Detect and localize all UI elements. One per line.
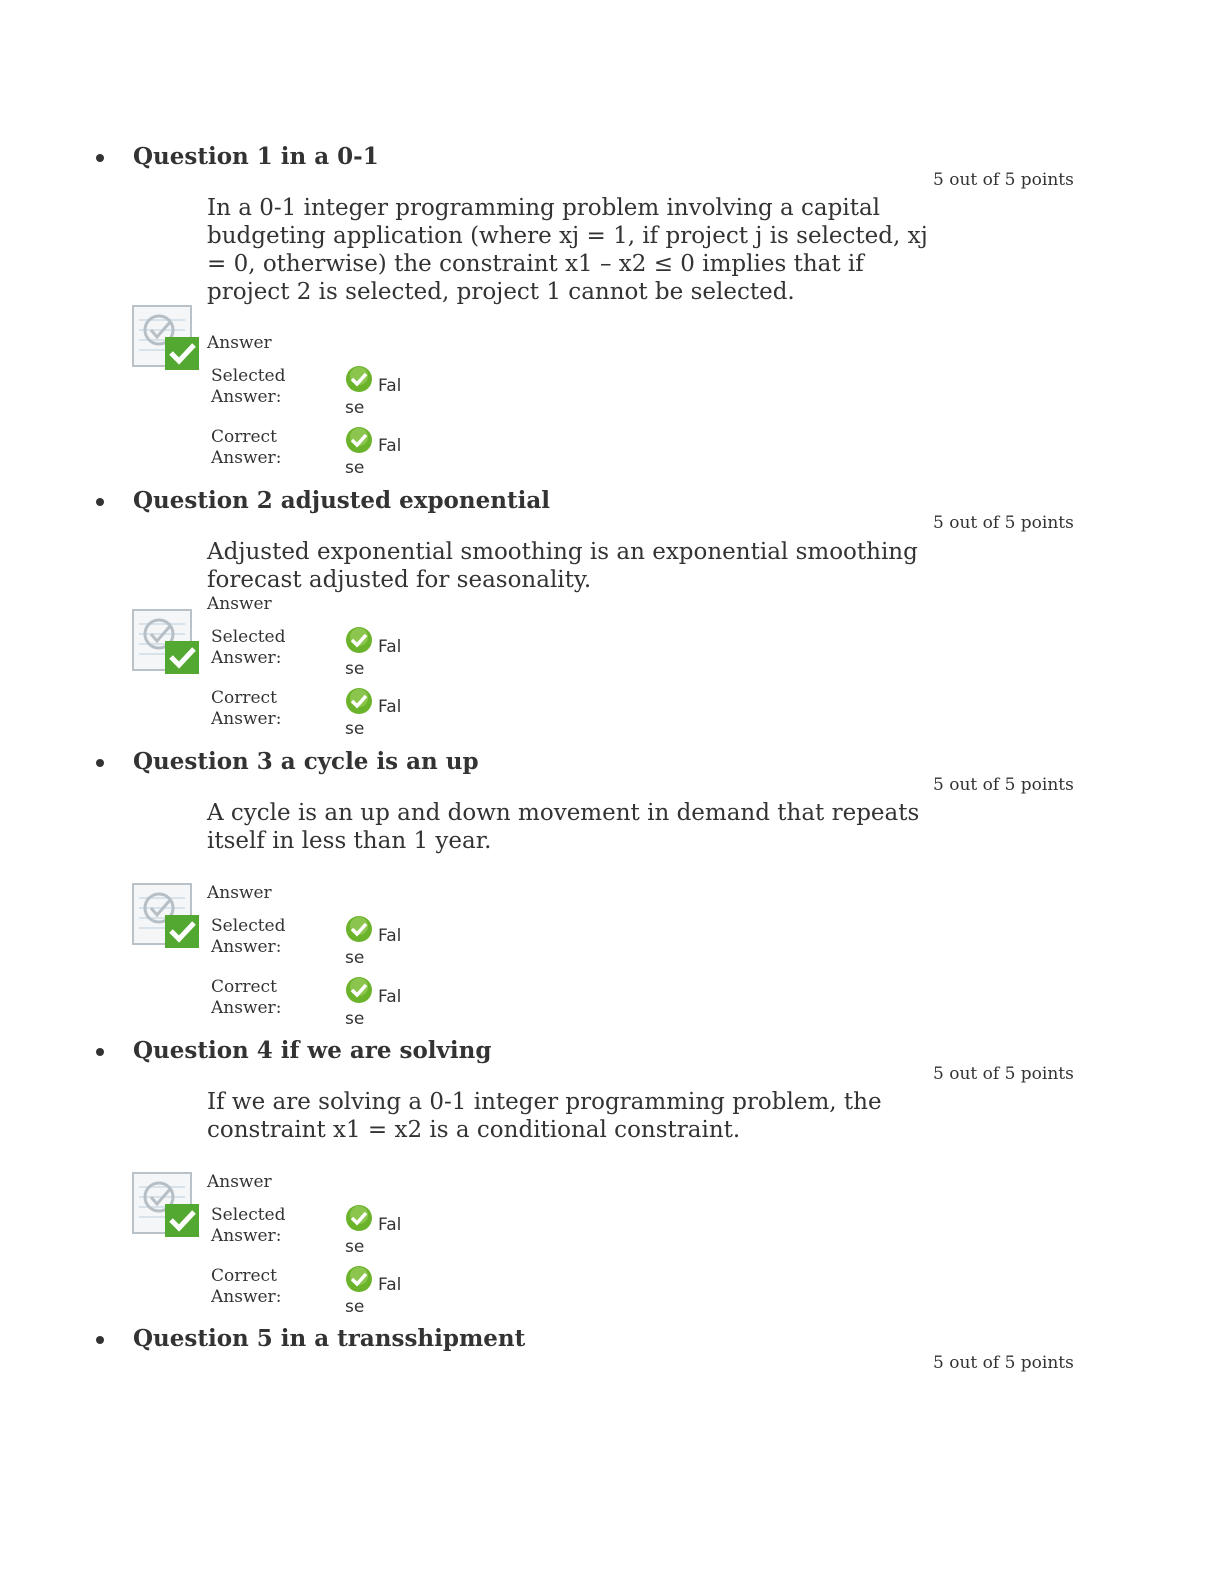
correct-answer-label: Correct Answer: (211, 427, 282, 468)
correct-answer-value: Fal (378, 1275, 402, 1295)
question-text: If we are solving a 0-1 integer programming problem, the constraint x1 = x2 is a conditional constraint. (207, 1089, 882, 1143)
correct-answer-value: Fal (378, 436, 402, 456)
bullet (96, 154, 104, 162)
correct-answer-value: Fal (378, 697, 402, 717)
graded-document-icon (131, 608, 201, 674)
question-text: A cycle is an up and down movement in demand that repeats itself in less than 1 year. (207, 800, 920, 854)
answer-label: Answer (207, 883, 272, 903)
points-score: 5 out of 5 points (933, 513, 1074, 533)
correct-check-icon (345, 365, 373, 393)
bullet (96, 1048, 104, 1056)
correct-check-icon (345, 1204, 373, 1232)
correct-check-icon (345, 426, 373, 454)
correct-answer-label: Correct Answer: (211, 688, 282, 729)
answer-label: Answer (207, 333, 272, 353)
correct-answer-value-wrap: se (345, 1297, 365, 1317)
bullet (96, 1336, 104, 1344)
correct-check-icon (345, 626, 373, 654)
question-title: Question 3 a cycle is an up (133, 748, 479, 775)
bullet (96, 498, 104, 506)
selected-answer-value: Fal (378, 1215, 402, 1235)
selected-answer-value-wrap: se (345, 948, 365, 968)
selected-answer-value: Fal (378, 637, 402, 657)
correct-answer-value-wrap: se (345, 458, 365, 478)
correct-answer-label: Correct Answer: (211, 1266, 282, 1307)
points-score: 5 out of 5 points (933, 1064, 1074, 1084)
graded-document-icon (131, 304, 201, 370)
correct-answer-value: Fal (378, 987, 402, 1007)
selected-answer-label: Selected Answer: (211, 1205, 286, 1246)
correct-check-icon (345, 1265, 373, 1293)
correct-answer-label: Correct Answer: (211, 977, 282, 1018)
correct-answer-value-wrap: se (345, 1009, 365, 1029)
selected-answer-value: Fal (378, 376, 402, 396)
answer-label: Answer (207, 594, 272, 614)
question-title: Question 2 adjusted exponential (133, 487, 550, 514)
correct-check-icon (345, 915, 373, 943)
question-title: Question 4 if we are solving (133, 1037, 492, 1064)
question-text: Adjusted exponential smoothing is an exponential smoothing forecast adjusted for seasonality. (207, 539, 918, 593)
correct-answer-value-wrap: se (345, 719, 365, 739)
points-score: 5 out of 5 points (933, 1353, 1074, 1373)
selected-answer-label: Selected Answer: (211, 627, 286, 668)
points-score: 5 out of 5 points (933, 775, 1074, 795)
question-text: In a 0-1 integer programming problem involving a capital budgeting application (where xj = 1, if project j is selected, xj = 0, otherwise) the constraint x1 – x2 ≤ 0 implies that if project 2 is selected, project 1 cannot be selected. (207, 195, 928, 305)
graded-document-icon (131, 1171, 201, 1237)
bullet (96, 759, 104, 767)
points-score: 5 out of 5 points (933, 170, 1074, 190)
selected-answer-value-wrap: se (345, 659, 365, 679)
selected-answer-label: Selected Answer: (211, 366, 286, 407)
answer-label: Answer (207, 1172, 272, 1192)
correct-check-icon (345, 976, 373, 1004)
selected-answer-value: Fal (378, 926, 402, 946)
selected-answer-value-wrap: se (345, 1237, 365, 1257)
selected-answer-label: Selected Answer: (211, 916, 286, 957)
question-title: Question 5 in a transshipment (133, 1325, 526, 1352)
graded-document-icon (131, 882, 201, 948)
question-title: Question 1 in a 0-1 (133, 143, 379, 170)
correct-check-icon (345, 687, 373, 715)
selected-answer-value-wrap: se (345, 398, 365, 418)
